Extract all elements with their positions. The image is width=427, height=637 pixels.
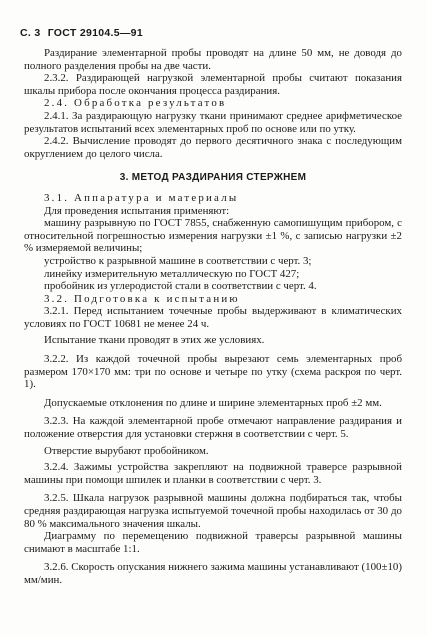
paragraph-2-3-2: 2.3.2. Раздирающей нагрузкой элементарной пробы считают показания шкалы прибора после окончания процесса раздирания. — [24, 72, 402, 97]
paragraph-3-2-1: 3.2.1. Перед испытанием точечные пробы выдерживают в климатических условиях по ГОСТ 10681 не менее 24 ч. — [24, 305, 402, 330]
list-item-machine: машину разрывную по ГОСТ 7855, снабженную самопишущим прибором, с относительной погрешностью измерения нагрузки ±1 %, с записью нагрузки ±2 % измеряемой величины; — [24, 217, 402, 255]
paragraph: Раздирание элементарной пробы проводят на длине 50 мм, не доводя до полного разделения пробы на две части. — [24, 47, 402, 72]
list-item-device: устройство к разрывной машине в соответствии с черт. 3; — [44, 254, 312, 267]
section-title: 3. МЕТОД РАЗДИРАНИЯ СТЕРЖНЕМ — [119, 172, 307, 184]
paragraph: Допускаемые отклонения по длине и ширине элементарных проб ±2 мм. — [44, 396, 382, 409]
paragraph: Отверстие вырубают пробойником. — [44, 444, 209, 457]
paragraph: Диаграмму по перемещению подвижной траверсы разрывной машины снимают в масштабе 1:1. — [24, 530, 402, 555]
paragraph: Испытание ткани проводят в этих же условиях. — [44, 334, 265, 347]
paragraph-3-2-3: 3.2.3. На каждой элементарной пробе отмечают направление раздирания и положение отверстия для установки стержня в соответствии с черт. 5. — [24, 415, 402, 441]
paragraph-3-2-2: 3.2.2. Из каждой точечной пробы вырезают семь элементарных проб размером 170×170 мм: три по основе и четыре по утку (схема раскроя по черт. 1). — [24, 353, 402, 391]
list-item-ruler: линейку измерительную металлическую по ГОСТ 427; — [44, 267, 300, 280]
paragraph-2-4-2: 2.4.2. Вычисление проводят до первого десятичного знака с последующим округлением до целого числа. — [24, 135, 402, 160]
page-header — [20, 27, 147, 39]
paragraph: Для проведения испытания применяют: — [44, 204, 230, 217]
paragraph-3-2-5: 3.2.5. Шкала нагрузок разрывной машины должна подбираться так, чтобы средняя раздирающая нагрузка испытуемой точечной пробы находилась от 30 до 80 % максимального значения шкалы. — [24, 492, 402, 530]
subsection-heading-3-2: 3.2. Подготовка к испытанию — [44, 292, 240, 305]
list-item-punch: пробойник из углеродистой стали в соответствии с черт. 4. — [44, 280, 317, 293]
standard-code: ГОСТ 29104.5—91 — [47, 27, 143, 39]
paragraph-3-2-6: 3.2.6. Скорость опускания нижнего зажима машины устанавливают (100±10) мм/мин. — [24, 561, 402, 586]
subsection-heading-2-4: 2.4. Обработка результатов — [44, 97, 227, 110]
page-number: С. 3 — [20, 27, 41, 39]
paragraph-3-2-4: 3.2.4. Зажимы устройства закрепляют на подвижной траверсе разрывной машины при помощи шпилек и планки в соответствии с черт. 3. — [24, 461, 402, 486]
paragraph-2-4-1: 2.4.1. За раздирающую нагрузку ткани принимают среднее арифметическое результатов испытаний всех элементарных проб по основе или по утку. — [24, 109, 402, 135]
subsection-heading-3-1: 3.1. Аппаратура и материалы — [44, 191, 239, 204]
page-body — [24, 47, 402, 587]
